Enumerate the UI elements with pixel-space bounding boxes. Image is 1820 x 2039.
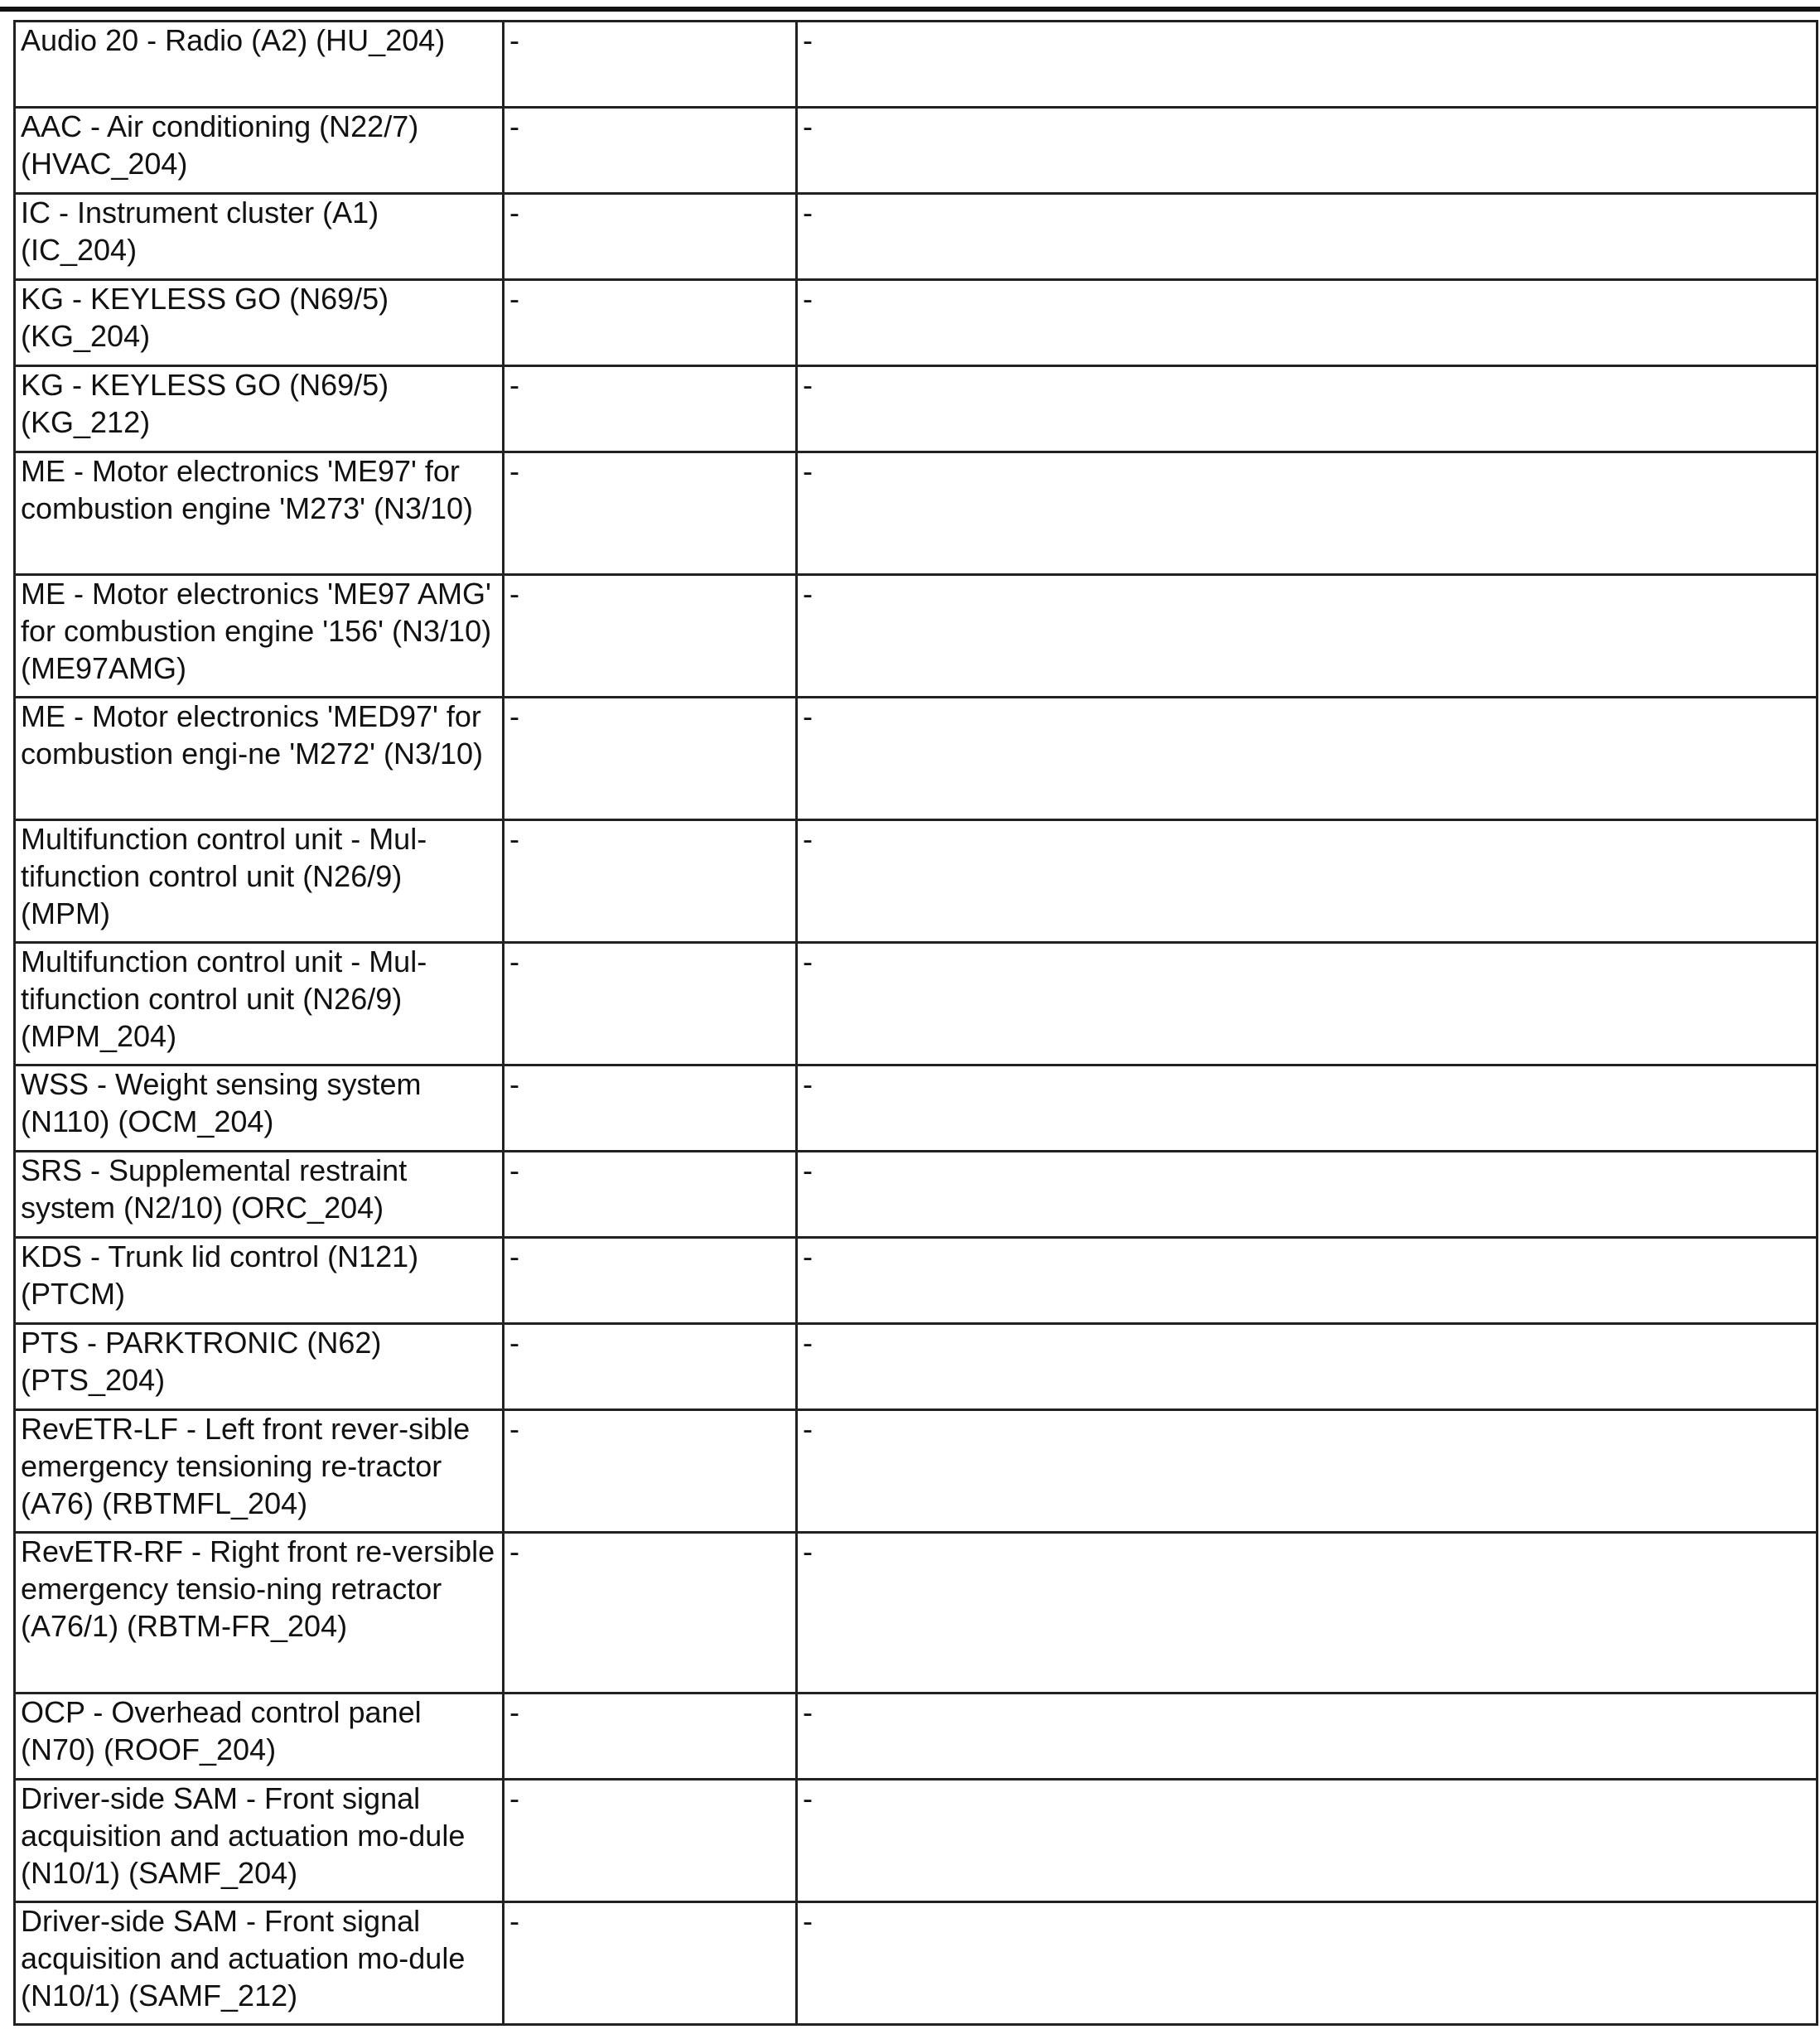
value-cell-2: - — [504, 22, 797, 108]
value-cell-3: - — [797, 698, 1818, 820]
value-cell-2: - — [504, 575, 797, 698]
table-row — [15, 1238, 1818, 1324]
table-row — [15, 1152, 1818, 1238]
table-row — [15, 194, 1818, 280]
value-cell-2: - — [504, 1238, 797, 1324]
table-row — [15, 1324, 1818, 1410]
value-cell-3: - — [797, 366, 1818, 452]
control-unit-name-cell: PTS - PARKTRONIC (N62) (PTS_204) — [15, 1324, 504, 1410]
value-cell-2: - — [504, 1152, 797, 1238]
table-row — [15, 1533, 1818, 1694]
value-cell-2: - — [504, 366, 797, 452]
value-cell-3: - — [797, 1902, 1818, 2025]
control-unit-name-cell: Driver-side SAM - Front signal acquisition and actuation mo-dule (N10/1) (SAMF_204) — [15, 1780, 504, 1902]
table-row — [15, 452, 1818, 575]
value-cell-3: - — [797, 194, 1818, 280]
table-row — [15, 943, 1818, 1065]
table-row — [15, 1902, 1818, 2025]
value-cell-2: - — [504, 943, 797, 1065]
value-cell-3: - — [797, 280, 1818, 366]
control-unit-name-cell: OCP - Overhead control panel (N70) (ROOF_204) — [15, 1694, 504, 1780]
value-cell-3: - — [797, 1780, 1818, 1902]
control-unit-name-cell: KG - KEYLESS GO (N69/5) (KG_204) — [15, 280, 504, 366]
value-cell-3: - — [797, 575, 1818, 698]
control-unit-name-cell: Driver-side SAM - Front signal acquisition and actuation mo-dule (N10/1) (SAMF_212) — [15, 1902, 504, 2025]
control-unit-name-cell: Multifunction control unit - Mul-tifunction control unit (N26/9) (MPM_204) — [15, 943, 504, 1065]
control-unit-name-cell: Audio 20 - Radio (A2) (HU_204) — [15, 22, 504, 108]
control-unit-name-cell: RevETR-RF - Right front re-versible emergency tensio-ning retractor (A76/1) (RBTM-FR_204) — [15, 1533, 504, 1694]
table-row — [15, 108, 1818, 194]
value-cell-2: - — [504, 1410, 797, 1533]
table-row — [15, 22, 1818, 108]
value-cell-3: - — [797, 1410, 1818, 1533]
value-cell-2: - — [504, 194, 797, 280]
table-row — [15, 1694, 1818, 1780]
table-row — [15, 1410, 1818, 1533]
value-cell-3: - — [797, 22, 1818, 108]
table-row — [15, 1065, 1818, 1152]
value-cell-2: - — [504, 1694, 797, 1780]
value-cell-2: - — [504, 1065, 797, 1152]
value-cell-2: - — [504, 1324, 797, 1410]
value-cell-3: - — [797, 1533, 1818, 1694]
value-cell-2: - — [504, 1780, 797, 1902]
table-row — [15, 280, 1818, 366]
control-unit-name-cell: ME - Motor electronics 'ME97' for combustion engine 'M273' (N3/10) — [15, 452, 504, 575]
value-cell-3: - — [797, 943, 1818, 1065]
table-row — [15, 366, 1818, 452]
value-cell-3: - — [797, 108, 1818, 194]
value-cell-3: - — [797, 1694, 1818, 1780]
value-cell-2: - — [504, 698, 797, 820]
value-cell-2: - — [504, 1902, 797, 2025]
value-cell-3: - — [797, 1238, 1818, 1324]
top-rule — [0, 7, 1820, 12]
value-cell-2: - — [504, 108, 797, 194]
control-unit-name-cell: WSS - Weight sensing system (N110) (OCM_204) — [15, 1065, 504, 1152]
value-cell-3: - — [797, 1324, 1818, 1410]
control-unit-name-cell: IC - Instrument cluster (A1) (IC_204) — [15, 194, 504, 280]
control-unit-name-cell: ME - Motor electronics 'MED97' for combustion engi-ne 'M272' (N3/10) — [15, 698, 504, 820]
table-row — [15, 820, 1818, 943]
value-cell-3: - — [797, 1152, 1818, 1238]
value-cell-3: - — [797, 1065, 1818, 1152]
control-unit-name-cell: KDS - Trunk lid control (N121) (PTCM) — [15, 1238, 504, 1324]
value-cell-2: - — [504, 452, 797, 575]
control-unit-name-cell: RevETR-LF - Left front rever-sible emergency tensioning re-tractor (A76) (RBTMFL_204) — [15, 1410, 504, 1533]
table-row — [15, 698, 1818, 820]
control-unit-name-cell: ME - Motor electronics 'ME97 AMG' for combustion engine '156' (N3/10) (ME97AMG) — [15, 575, 504, 698]
control-unit-name-cell: AAC - Air conditioning (N22/7) (HVAC_204) — [15, 108, 504, 194]
control-unit-name-cell: KG - KEYLESS GO (N69/5) (KG_212) — [15, 366, 504, 452]
value-cell-2: - — [504, 820, 797, 943]
value-cell-3: - — [797, 820, 1818, 943]
value-cell-2: - — [504, 1533, 797, 1694]
control-unit-table — [13, 20, 1818, 2026]
table-row — [15, 1780, 1818, 1902]
control-unit-name-cell: SRS - Supplemental restraint system (N2/10) (ORC_204) — [15, 1152, 504, 1238]
value-cell-2: - — [504, 280, 797, 366]
table-row — [15, 575, 1818, 698]
control-unit-name-cell: Multifunction control unit - Mul-tifunction control unit (N26/9) (MPM) — [15, 820, 504, 943]
value-cell-3: - — [797, 452, 1818, 575]
